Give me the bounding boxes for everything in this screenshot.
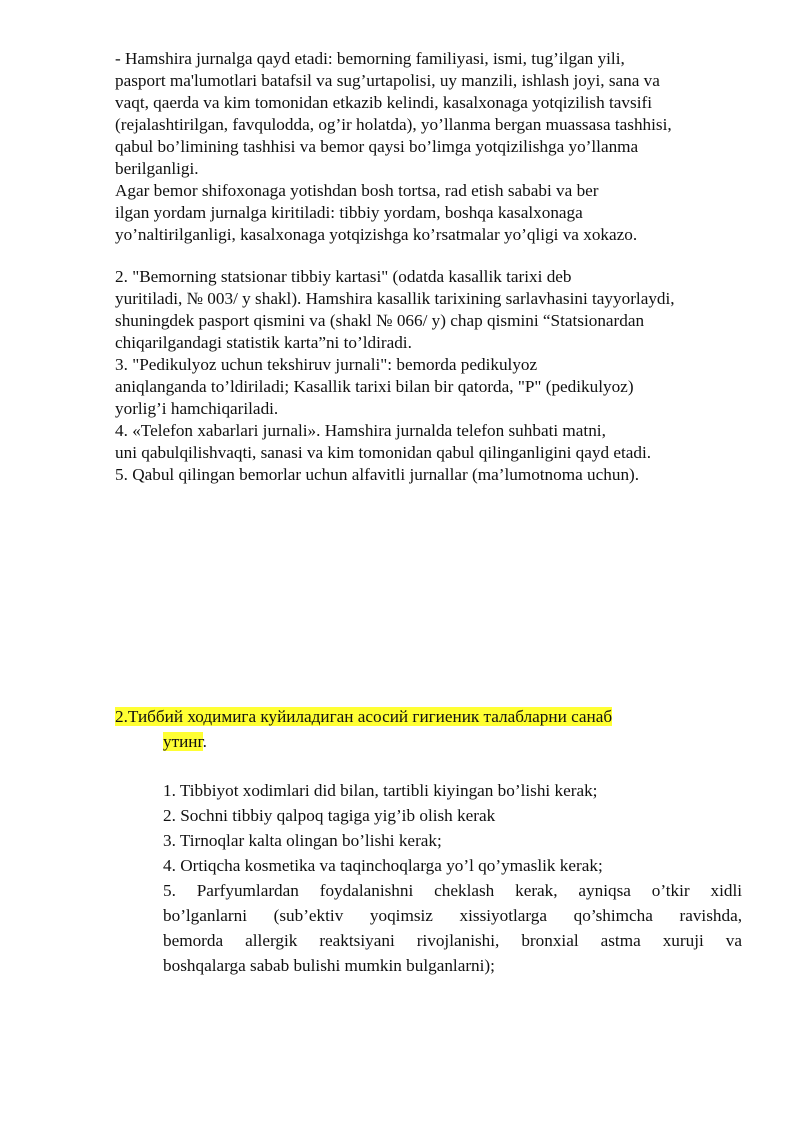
text-line: 4. «Telefon xabarlari jurnali». Hamshira jurnalda telefon suhbati matni, bbox=[115, 421, 606, 440]
text-line: chiqarilgandagi statistik karta”ni to’ldiradi. bbox=[115, 333, 412, 352]
highlighted-text: утинг bbox=[163, 732, 203, 751]
text-line: ilgan yordam jurnalga kiritiladi: tibbiy yordam, boshqa kasalxonaga bbox=[115, 203, 583, 222]
heading-line bbox=[115, 706, 612, 728]
list-item-line: bemorda allergik reaktsiyani rivojlanishi, bronxial astma xuruji va bbox=[163, 931, 742, 950]
heading-line bbox=[163, 731, 207, 753]
text-line: 2. "Bemorning statsionar tibbiy kartasi" (odatda kasallik tarixi deb bbox=[115, 267, 572, 286]
list-item: 4. Ortiqcha kosmetika va taqinchoqlarga yo’l qo’ymaslik kerak; bbox=[163, 856, 603, 875]
text-line: vaqt, qaerda va kim tomonidan etkazib kelindi, kasalxonaga yotqizilish tavsifi bbox=[115, 93, 652, 112]
text-line: 3. "Pedikulyoz uchun tekshiruv jurnali": bemorda pedikulyoz bbox=[115, 355, 538, 374]
heading-period: . bbox=[202, 732, 207, 751]
list-item: 1. Tibbiyot xodimlari did bilan, tartibli kiyingan bo’lishi kerak; bbox=[163, 781, 598, 800]
text-line: qabul bo’limining tashhisi va bemor qaysi bo’limga yotqizilishga yo’llanma bbox=[115, 137, 639, 156]
text-line: uni qabulqilishvaqti, sanasi va kim tomonidan qabul qilinganligini qayd etadi. bbox=[115, 443, 652, 462]
list-item-line: 5. Parfyumlardan foydalanishni cheklash kerak, ayniqsa o’tkir xidli bbox=[163, 881, 742, 900]
text-line: yorlig’i hamchiqariladi. bbox=[115, 399, 279, 418]
list-item: 3. Tirnoqlar kalta olingan bo’lishi kerak; bbox=[163, 831, 442, 850]
text-line: aniqlanganda to’ldiriladi; Kasallik tarixi bilan bir qatorda, "P" (pedikulyoz) bbox=[115, 377, 634, 396]
text-line: (rejalashtirilgan, favqulodda, og’ir holatda), yo’llanma bergan muassasa tashhisi, bbox=[115, 115, 672, 134]
list-item-line: bo’lganlarni (sub’ektiv yoqimsiz xissiyotlarga qo’shimcha ravishda, bbox=[163, 906, 742, 925]
highlighted-text: 2.Тиббий ходимига куйиладиган асосий гигиеник талабларни санаб bbox=[115, 707, 613, 726]
text-line: Agar bemor shifoxonaga yotishdan bosh tortsa, rad etish sababi va ber bbox=[115, 181, 599, 200]
text-line: 5. Qabul qilingan bemorlar uchun alfavitli jurnallar (ma’lumotnoma uchun). bbox=[115, 465, 640, 484]
text-line: yo’naltirilganligi, kasalxonaga yotqizishga ko’rsatmalar yo’qligi va xokazo. bbox=[115, 225, 638, 244]
text-line: shuningdek pasport qismini va (shakl № 066/ y) chap qismini “Statsionardan bbox=[115, 311, 645, 330]
list-item: 2. Sochni tibbiy qalpoq tagiga yig’ib olish kerak bbox=[163, 806, 496, 825]
text-line: yuritiladi, № 003/ y shakl). Hamshira kasallik tarixining sarlavhasini tayyorlaydi, bbox=[115, 289, 675, 308]
text-line: - Hamshira jurnalga qayd etadi: bemorning familiyasi, ismi, tug’ilgan yili, bbox=[115, 49, 625, 68]
list-item-line: boshqalarga sabab bulishi mumkin bulganlarni); bbox=[163, 956, 495, 975]
text-line: pasport ma'lumotlari batafsil va sug’urtapolisi, uy manzili, ishlash joyi, sana va bbox=[115, 71, 660, 90]
text-line: berilganligi. bbox=[115, 159, 199, 178]
